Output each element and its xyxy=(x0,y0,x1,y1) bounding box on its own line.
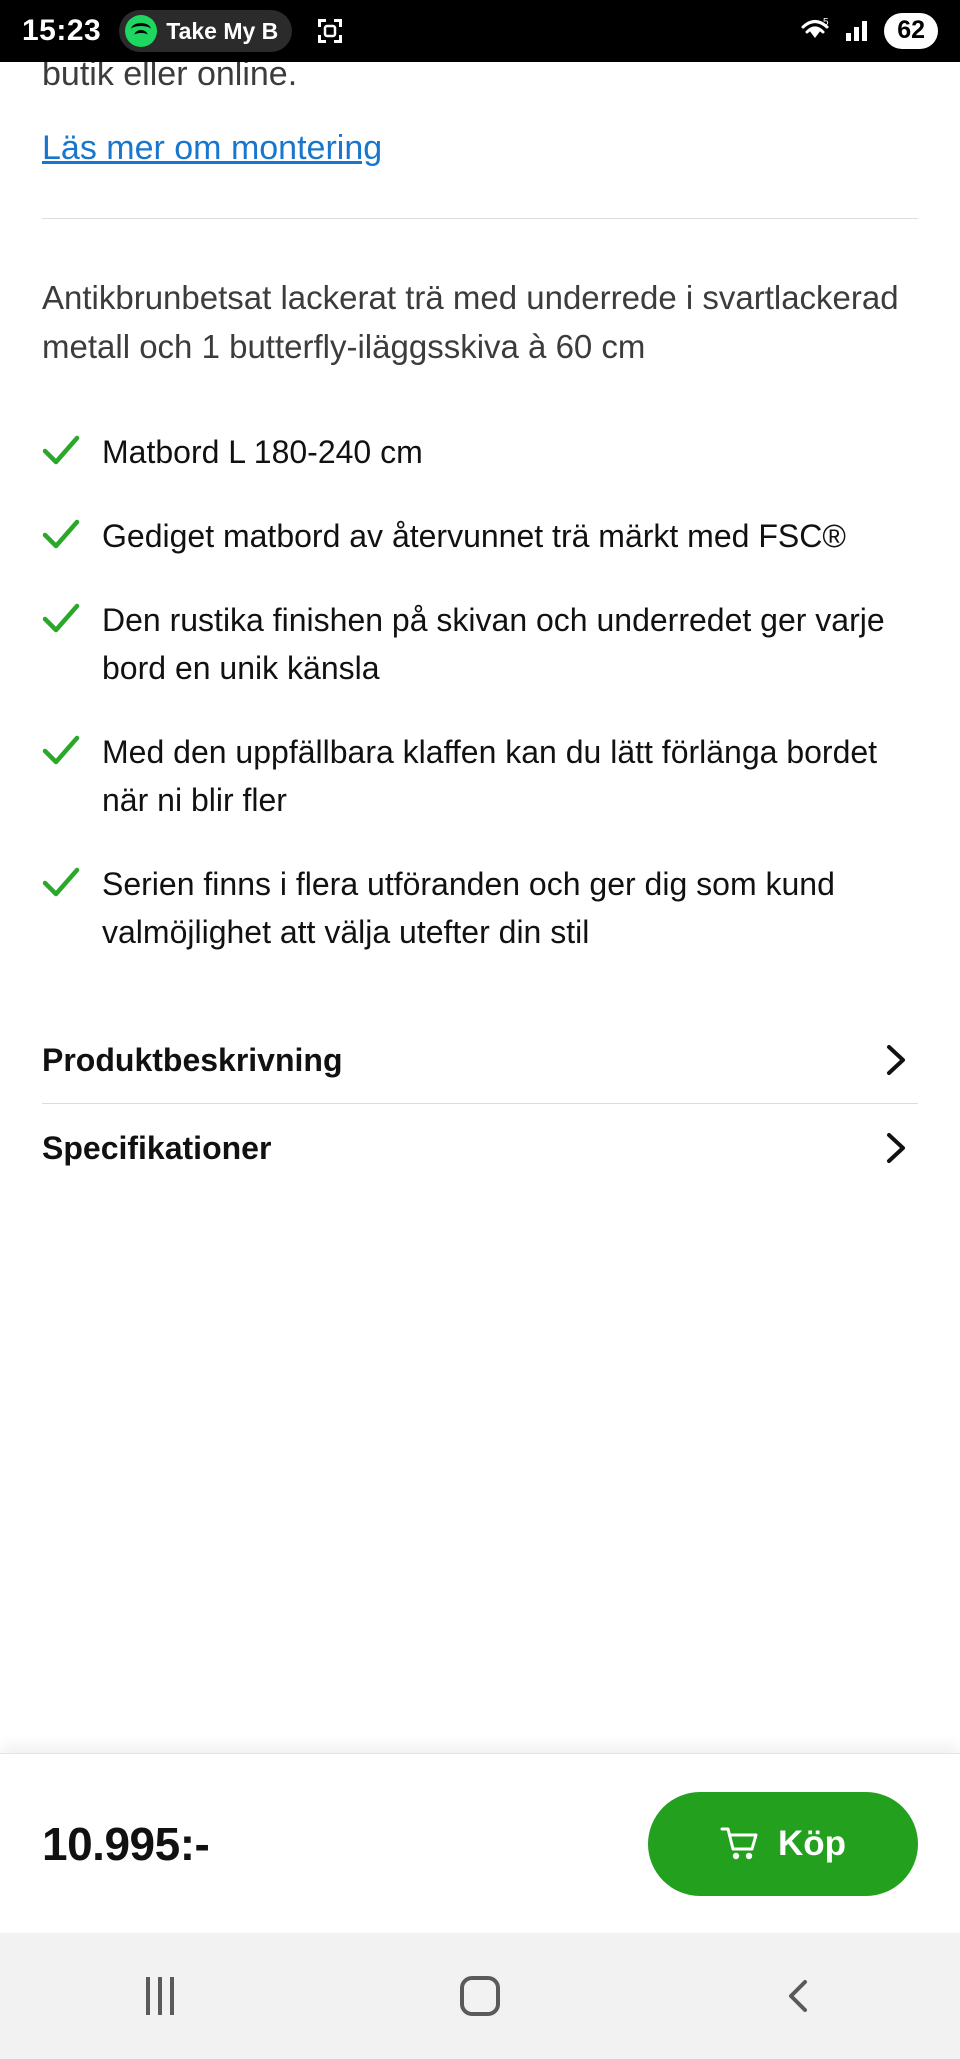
system-navigation-bar xyxy=(0,1933,960,2059)
feature-list xyxy=(42,428,918,956)
home-button[interactable] xyxy=(420,1946,540,2046)
feature-text: Med den uppfällbara klaffen kan du lätt förlänga bordet när ni blir fler xyxy=(102,733,878,818)
media-notification-label: Take My B xyxy=(166,17,279,44)
home-icon xyxy=(460,1976,500,2016)
back-button[interactable] xyxy=(740,1946,860,2046)
chevron-right-icon xyxy=(878,1131,912,1165)
feature-text: Matbord L 180-240 cm xyxy=(102,433,423,470)
accordion-row-specifikationer[interactable] xyxy=(42,1104,918,1191)
assembly-text-clipped: butik eller online. xyxy=(42,62,298,93)
battery-level: 62 xyxy=(884,13,938,49)
check-icon xyxy=(42,866,80,900)
media-notification-pill[interactable] xyxy=(119,10,292,52)
cart-icon xyxy=(720,1825,760,1863)
status-bar xyxy=(0,0,960,62)
read-more-assembly-link[interactable]: Läs mer om montering xyxy=(42,129,383,168)
accordion-label: Specifikationer xyxy=(42,1129,272,1166)
check-icon xyxy=(42,602,80,636)
recents-icon xyxy=(146,1977,174,2015)
signal-icon xyxy=(844,15,872,48)
product-price: 10.995:- xyxy=(42,1817,210,1870)
buy-bar xyxy=(0,1753,960,1933)
accordion-section xyxy=(42,1016,918,1191)
list-item xyxy=(42,860,918,956)
cast-icon[interactable] xyxy=(314,15,346,47)
back-icon xyxy=(780,1976,820,2016)
buy-button-label: Köp xyxy=(777,1823,847,1863)
check-icon xyxy=(42,434,80,468)
check-icon xyxy=(42,518,80,552)
recents-button[interactable] xyxy=(100,1946,220,2046)
check-icon xyxy=(42,734,80,768)
spotify-icon xyxy=(125,15,157,47)
status-time: 15:23 xyxy=(22,14,102,47)
list-item xyxy=(42,728,918,824)
section-divider xyxy=(42,218,918,219)
status-right-icons xyxy=(798,13,938,49)
buy-button[interactable] xyxy=(648,1792,918,1896)
product-intro-text: Antikbrunbetsat lackerat trä med underrede i svartlackerad metall och 1 butterfly-iläggsskiva à 60 cm xyxy=(42,279,899,366)
feature-text: Den rustika finishen på skivan och underredet ger varje bord en unik känsla xyxy=(102,601,885,686)
list-item xyxy=(42,512,918,560)
wifi-icon xyxy=(798,15,832,48)
list-item xyxy=(42,428,918,476)
accordion-row-produktbeskrivning[interactable] xyxy=(42,1016,918,1103)
list-item xyxy=(42,596,918,692)
feature-text: Gediget matbord av återvunnet trä märkt med FSC® xyxy=(102,517,846,554)
accordion-label: Produktbeskrivning xyxy=(42,1041,343,1078)
svg-text:5: 5 xyxy=(823,16,829,28)
chevron-right-icon xyxy=(878,1043,912,1077)
feature-text: Serien finns i flera utföranden och ger dig som kund valmöjlighet att välja utefter din stil xyxy=(102,865,835,950)
